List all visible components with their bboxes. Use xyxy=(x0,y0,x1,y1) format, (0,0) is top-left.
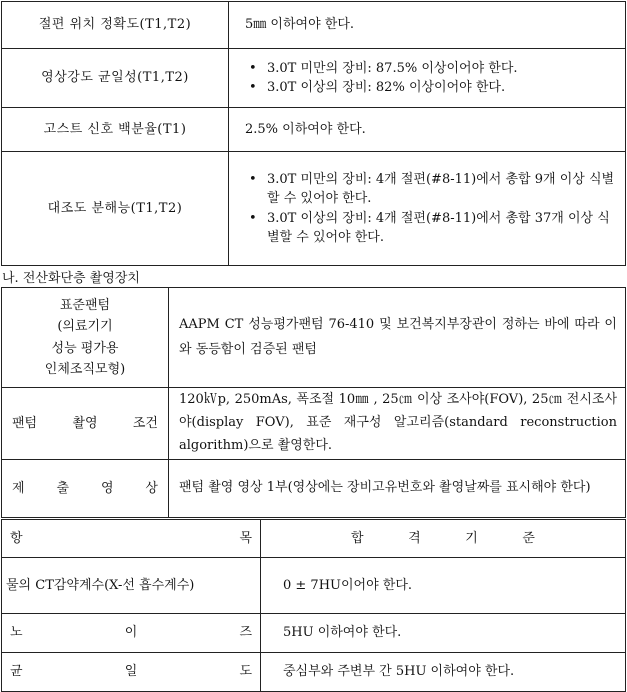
list-item: • 3.0T 미만의 장비: 87.5% 이상이어야 한다. xyxy=(263,59,617,79)
row-value: 2.5% 이하여야 한다. xyxy=(229,108,626,152)
table-row xyxy=(2,2,626,49)
row-value xyxy=(229,152,626,266)
table-row xyxy=(2,108,626,152)
criteria-list xyxy=(245,59,617,98)
table-row xyxy=(2,653,626,692)
row-value xyxy=(229,49,626,108)
ct-criteria-table xyxy=(1,519,626,692)
label-line: (의료기기 xyxy=(57,319,113,335)
row-label: 물의 CT감약계수(X-선 흡수계수) xyxy=(2,558,261,614)
table-row xyxy=(2,288,626,388)
ct-phantom-table xyxy=(1,287,626,518)
table-header-row xyxy=(2,520,626,558)
label-text: 노 이 즈 xyxy=(10,625,252,641)
row-value: 120㎸p, 250mAs, 폭조절 10㎜ , 25㎝ 이상 조사야(FOV), 25㎝ 전시조사야(display FOV), 표준 재구성 알고리즘(standard reconstruction algorithm)으로 촬영한다. xyxy=(169,388,626,460)
row-label xyxy=(2,653,261,692)
list-item: • 3.0T 이상의 장비: 82% 이상이어야 한다. xyxy=(263,78,617,98)
row-label: 고스트 신호 백분율(T1) xyxy=(2,108,229,152)
header-text: 항 목 xyxy=(10,530,252,546)
row-value: 0 ± 7HU이어야 한다. xyxy=(261,558,626,614)
mri-criteria-table xyxy=(1,1,626,266)
header-item xyxy=(2,520,261,558)
row-value: 5HU 이하여야 한다. xyxy=(261,614,626,653)
header-text: 합 격 기 준 xyxy=(351,530,535,546)
row-label xyxy=(2,460,169,518)
row-label: 영상강도 균일성(T1,T2) xyxy=(2,49,229,108)
label-text: 제 출 영 상 xyxy=(12,480,158,496)
section-title: 나. 전산화단층 촬영장치 xyxy=(2,271,140,286)
table-row xyxy=(2,558,626,614)
row-label xyxy=(2,288,169,388)
table-row xyxy=(2,460,626,518)
list-item: • 3.0T 이상의 장비: 4개 절편(#8-11)에서 총합 37개 이상 식별할 수 있어야 한다. xyxy=(263,209,617,248)
row-value: 팬텀 촬영 영상 1부(영상에는 장비고유번호와 촬영날짜를 표시해야 한다) xyxy=(169,460,626,518)
table-row xyxy=(2,152,626,266)
row-value: 중심부와 주변부 간 5HU 이하여야 한다. xyxy=(261,653,626,692)
header-criteria xyxy=(261,520,626,558)
list-item: • 3.0T 미만의 장비: 4개 절편(#8-11)에서 총합 9개 이상 식별할 수 있어야 한다. xyxy=(263,170,617,209)
table-row xyxy=(2,49,626,108)
row-value: AAPM CT 성능평가팬텀 76-410 및 보건복지부장관이 정하는 바에 따라 이와 동등함이 검증된 팬텀 xyxy=(169,288,626,388)
row-label: 절편 위치 정확도(T1,T2) xyxy=(2,2,229,49)
table-row xyxy=(2,614,626,653)
label-text: 균 일 도 xyxy=(10,664,252,680)
row-value: 5㎜ 이하여야 한다. xyxy=(229,2,626,49)
row-label xyxy=(2,388,169,460)
label-line: 인체조직모형) xyxy=(44,361,126,377)
row-label xyxy=(2,614,261,653)
label-text: 팬텀 촬영 조건 xyxy=(12,415,158,431)
row-label: 대조도 분해능(T1,T2) xyxy=(2,152,229,266)
table-row xyxy=(2,388,626,460)
criteria-list xyxy=(245,170,617,248)
label-line: 성능 평가용 xyxy=(51,340,119,356)
label-line: 표준팬텀 xyxy=(59,297,111,313)
